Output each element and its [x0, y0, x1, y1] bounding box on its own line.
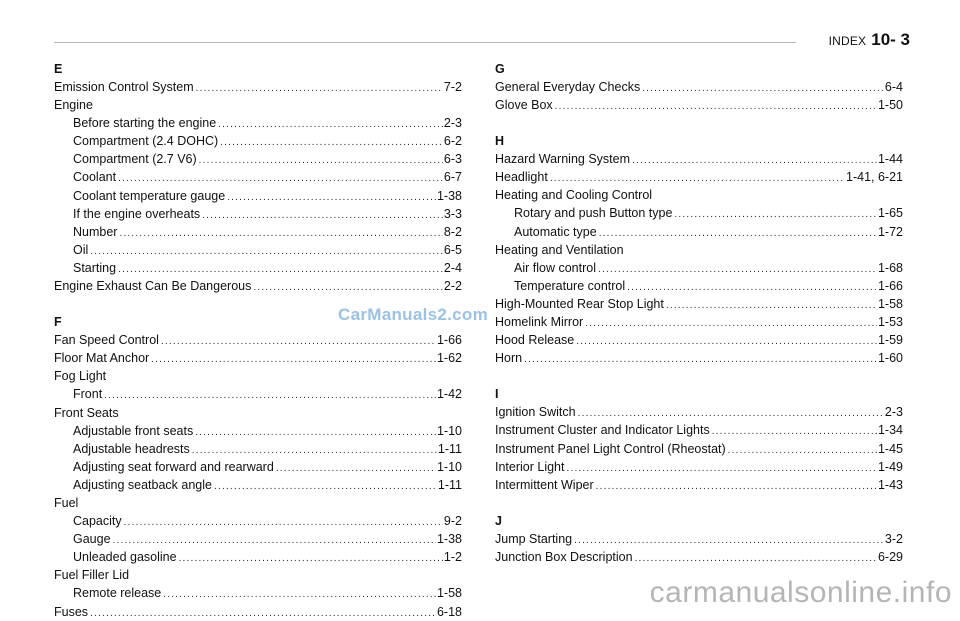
index-entry: [495, 548, 903, 566]
entry-title: Headlight: [495, 170, 548, 185]
entry-page: 2-2: [443, 279, 462, 294]
dot-leader: [199, 152, 443, 168]
index-entry: [54, 512, 462, 530]
dot-leader: [635, 550, 877, 566]
dot-leader: [550, 170, 845, 186]
entry-page: 1-59: [877, 333, 903, 348]
entry-page: 6-7: [443, 170, 462, 185]
dot-leader: [642, 80, 884, 96]
entry-title: Fan Speed Control: [54, 333, 159, 348]
index-heading: Fuel Filler Lid: [54, 568, 130, 583]
index-entry: [495, 277, 903, 295]
section-letter: F: [54, 315, 62, 330]
entry-title: Unleaded gasoline: [73, 550, 177, 565]
dot-leader: [596, 478, 877, 494]
entry-title: Horn: [495, 351, 523, 366]
dot-leader: [632, 152, 877, 168]
entry-title: Coolant temperature gauge: [73, 188, 226, 203]
dot-leader: [124, 514, 443, 530]
entry-page: 2-4: [443, 260, 462, 275]
entry-title: Intermittent Wiper: [495, 477, 594, 492]
index-entry: [54, 187, 462, 205]
index-entry: [54, 150, 462, 168]
entry-page: 1-11: [437, 441, 462, 456]
entry-title: Junction Box Description: [495, 549, 633, 564]
dot-leader: [598, 261, 877, 277]
section-label: INDEX: [828, 34, 867, 48]
index-entry: [495, 349, 903, 367]
index-entry: [54, 132, 462, 150]
dot-leader: [151, 351, 436, 367]
entry-title: Automatic type: [514, 224, 597, 239]
dot-leader: [104, 387, 436, 403]
index-heading: Heating and Cooling Control: [495, 188, 653, 203]
entry-page: 1-72: [877, 224, 903, 239]
entry-title: Instrument Cluster and Indicator Lights: [495, 423, 710, 438]
entry-title: Interior Light: [495, 459, 565, 474]
section-spacer: [495, 367, 903, 385]
entry-page: 1-53: [877, 315, 903, 330]
index-entry: [54, 349, 462, 367]
entry-page: 7-2: [443, 80, 462, 94]
dot-leader: [566, 460, 876, 476]
entry-page: 1-58: [877, 296, 903, 311]
entry-page: 1-68: [877, 260, 903, 275]
index-entry: [54, 277, 462, 295]
index-entry: [54, 259, 462, 277]
dot-leader: [196, 80, 443, 96]
index-heading: Fog Light: [54, 369, 107, 384]
dot-leader: [666, 297, 877, 313]
entry-title: Jump Starting: [495, 531, 573, 546]
dot-leader: [574, 532, 884, 548]
entry-title: Hazard Warning System: [495, 152, 630, 167]
entry-page: 9-2: [443, 514, 462, 529]
dot-leader: [163, 586, 436, 602]
entry-page: 1-45: [877, 441, 903, 456]
index-entry: [495, 295, 903, 313]
entry-page: 1-60: [877, 351, 903, 366]
entry-title: Oil: [73, 242, 89, 257]
entry-page: 3-3: [443, 206, 462, 221]
entry-page: 6-4: [884, 80, 903, 94]
dot-leader: [585, 315, 877, 331]
footer-watermark: carmanualsonline.info: [649, 576, 952, 609]
page-number: 10- 3: [871, 30, 910, 49]
section-spacer: [495, 494, 903, 512]
entry-page: 1-42: [436, 387, 462, 402]
entry-title: Engine Exhaust Can Be Dangerous: [54, 279, 252, 294]
index-entry: [495, 96, 903, 114]
entry-title: Temperature control: [514, 278, 626, 293]
index-entry: [54, 78, 462, 96]
dot-leader: [712, 423, 877, 439]
index-heading: Front Seats: [54, 405, 119, 420]
entry-page: 1-41, 6-21: [846, 170, 903, 185]
entry-title: Coolant: [73, 170, 117, 185]
entry-page: 3-2: [884, 531, 903, 546]
entry-page: 2-3: [443, 116, 462, 131]
section-letter: J: [495, 513, 502, 528]
entry-page: 6-29: [877, 549, 903, 564]
entry-page: 1-10: [436, 423, 462, 438]
entry-page: 1-66: [877, 278, 903, 293]
entry-page: 1-44: [877, 152, 903, 167]
dot-leader: [220, 134, 443, 150]
dot-leader: [179, 550, 443, 566]
dot-leader: [576, 333, 877, 349]
dot-leader: [90, 605, 436, 621]
entry-title: Adjusting seatback angle: [73, 477, 212, 492]
dot-leader: [627, 279, 877, 295]
entry-title: Floor Mat Anchor: [54, 351, 150, 366]
entry-title: Emission Control System: [54, 80, 194, 94]
index-entry: [54, 548, 462, 566]
index-entry: [54, 530, 462, 548]
entry-page: 1-49: [877, 459, 903, 474]
dot-leader: [118, 170, 443, 186]
entry-title: If the engine overheats: [73, 206, 201, 221]
entry-title: Before starting the engine: [73, 116, 217, 131]
index-entry: [495, 168, 903, 186]
index-entry: [54, 440, 462, 458]
entry-title: Number: [73, 224, 118, 239]
entry-page: 1-43: [877, 477, 903, 492]
entry-title: High-Mounted Rear Stop Light: [495, 296, 664, 311]
index-entry: [54, 476, 462, 494]
dot-leader: [118, 261, 443, 277]
index-entry: [54, 223, 462, 241]
dot-leader: [90, 243, 443, 259]
index-entry: [54, 385, 462, 403]
dot-leader: [192, 442, 437, 458]
entry-page: 1-11: [437, 477, 462, 492]
index-entry: [495, 150, 903, 168]
section-letter: G: [495, 62, 505, 76]
index-entry: [495, 476, 903, 494]
watermark: CarManuals2.com: [338, 305, 488, 324]
dot-leader: [555, 98, 877, 114]
index-entry: [495, 421, 903, 439]
dot-leader: [119, 225, 442, 241]
index-entry: [54, 241, 462, 259]
index-column-right: [495, 60, 903, 566]
entry-title: Rotary and push Button type: [514, 206, 673, 221]
index-entry: [495, 530, 903, 548]
entry-page: 1-66: [436, 333, 462, 348]
index-entry: [495, 78, 903, 96]
page-header: [829, 30, 910, 50]
entry-page: 8-2: [443, 224, 462, 239]
index-entry: [495, 403, 903, 421]
entry-page: 1-34: [877, 423, 903, 438]
entry-title: Remote release: [73, 586, 162, 601]
entry-page: 6-3: [443, 152, 462, 167]
entry-title: Ignition Switch: [495, 405, 576, 420]
dot-leader: [599, 225, 877, 241]
index-entry: [495, 458, 903, 476]
index-entry: [54, 205, 462, 223]
index-heading: Fuel: [54, 495, 79, 510]
entry-title: General Everyday Checks: [495, 80, 641, 94]
dot-leader: [202, 207, 443, 223]
dot-leader: [214, 478, 437, 494]
index-entry: [495, 223, 903, 241]
index-entry: [495, 313, 903, 331]
entry-page: 1-62: [436, 351, 462, 366]
section-letter: I: [495, 387, 499, 402]
index-entry: [54, 114, 462, 132]
dot-leader: [161, 333, 436, 349]
entry-title: Hood Release: [495, 333, 575, 348]
dot-leader: [113, 532, 436, 548]
index-entry: [54, 458, 462, 476]
dot-leader: [276, 460, 436, 476]
index-heading: Engine: [54, 98, 93, 113]
index-entry: [54, 584, 462, 602]
index-entry: [495, 440, 903, 458]
entry-page: 1-10: [436, 459, 462, 474]
section-letter: E: [54, 62, 63, 76]
index-heading: Heating and Ventilation: [495, 242, 624, 257]
dot-leader: [227, 189, 436, 205]
entry-title: Instrument Panel Light Control (Rheostat): [495, 441, 726, 456]
index-entry: [54, 331, 462, 349]
entry-title: Adjustable front seats: [73, 423, 194, 438]
entry-page: 1-65: [877, 206, 903, 221]
entry-page: 1-58: [436, 586, 462, 601]
index-entry: [495, 204, 903, 222]
entry-title: Compartment (2.4 DOHC): [73, 134, 219, 149]
entry-title: Air flow control: [514, 260, 596, 275]
dot-leader: [674, 206, 877, 222]
entry-page: 6-2: [443, 134, 462, 149]
entry-title: Front: [73, 387, 103, 402]
entry-title: Glove Box: [495, 98, 553, 113]
index-entry: [54, 168, 462, 186]
entry-page: 6-5: [443, 242, 462, 257]
entry-title: Adjustable headrests: [73, 441, 190, 456]
index-column-left: [54, 60, 462, 621]
dot-leader: [195, 424, 436, 440]
entry-page: 1-2: [443, 550, 462, 565]
entry-page: 1-38: [436, 532, 462, 547]
header-rule: [54, 42, 796, 43]
entry-page: 2-3: [884, 405, 903, 420]
dot-leader: [578, 405, 884, 421]
section-spacer: [495, 114, 903, 132]
entry-page: 6-18: [436, 604, 462, 619]
entry-title: Capacity: [73, 514, 122, 529]
entry-title: Compartment (2.7 V6): [73, 152, 197, 167]
dot-leader: [524, 351, 877, 367]
entry-page: 1-38: [436, 188, 462, 203]
entry-title: Fuses: [54, 604, 89, 619]
index-entry: [54, 422, 462, 440]
index-entry: [495, 259, 903, 277]
section-letter: H: [495, 134, 505, 149]
entry-title: Gauge: [73, 532, 111, 547]
dot-leader: [728, 442, 877, 458]
entry-title: Starting: [73, 260, 117, 275]
entry-title: Adjusting seat forward and rearward: [73, 459, 274, 474]
dot-leader: [253, 279, 443, 295]
index-entry: [495, 331, 903, 349]
dot-leader: [218, 116, 443, 132]
entry-title: Homelink Mirror: [495, 315, 584, 330]
entry-page: 1-50: [877, 98, 903, 113]
